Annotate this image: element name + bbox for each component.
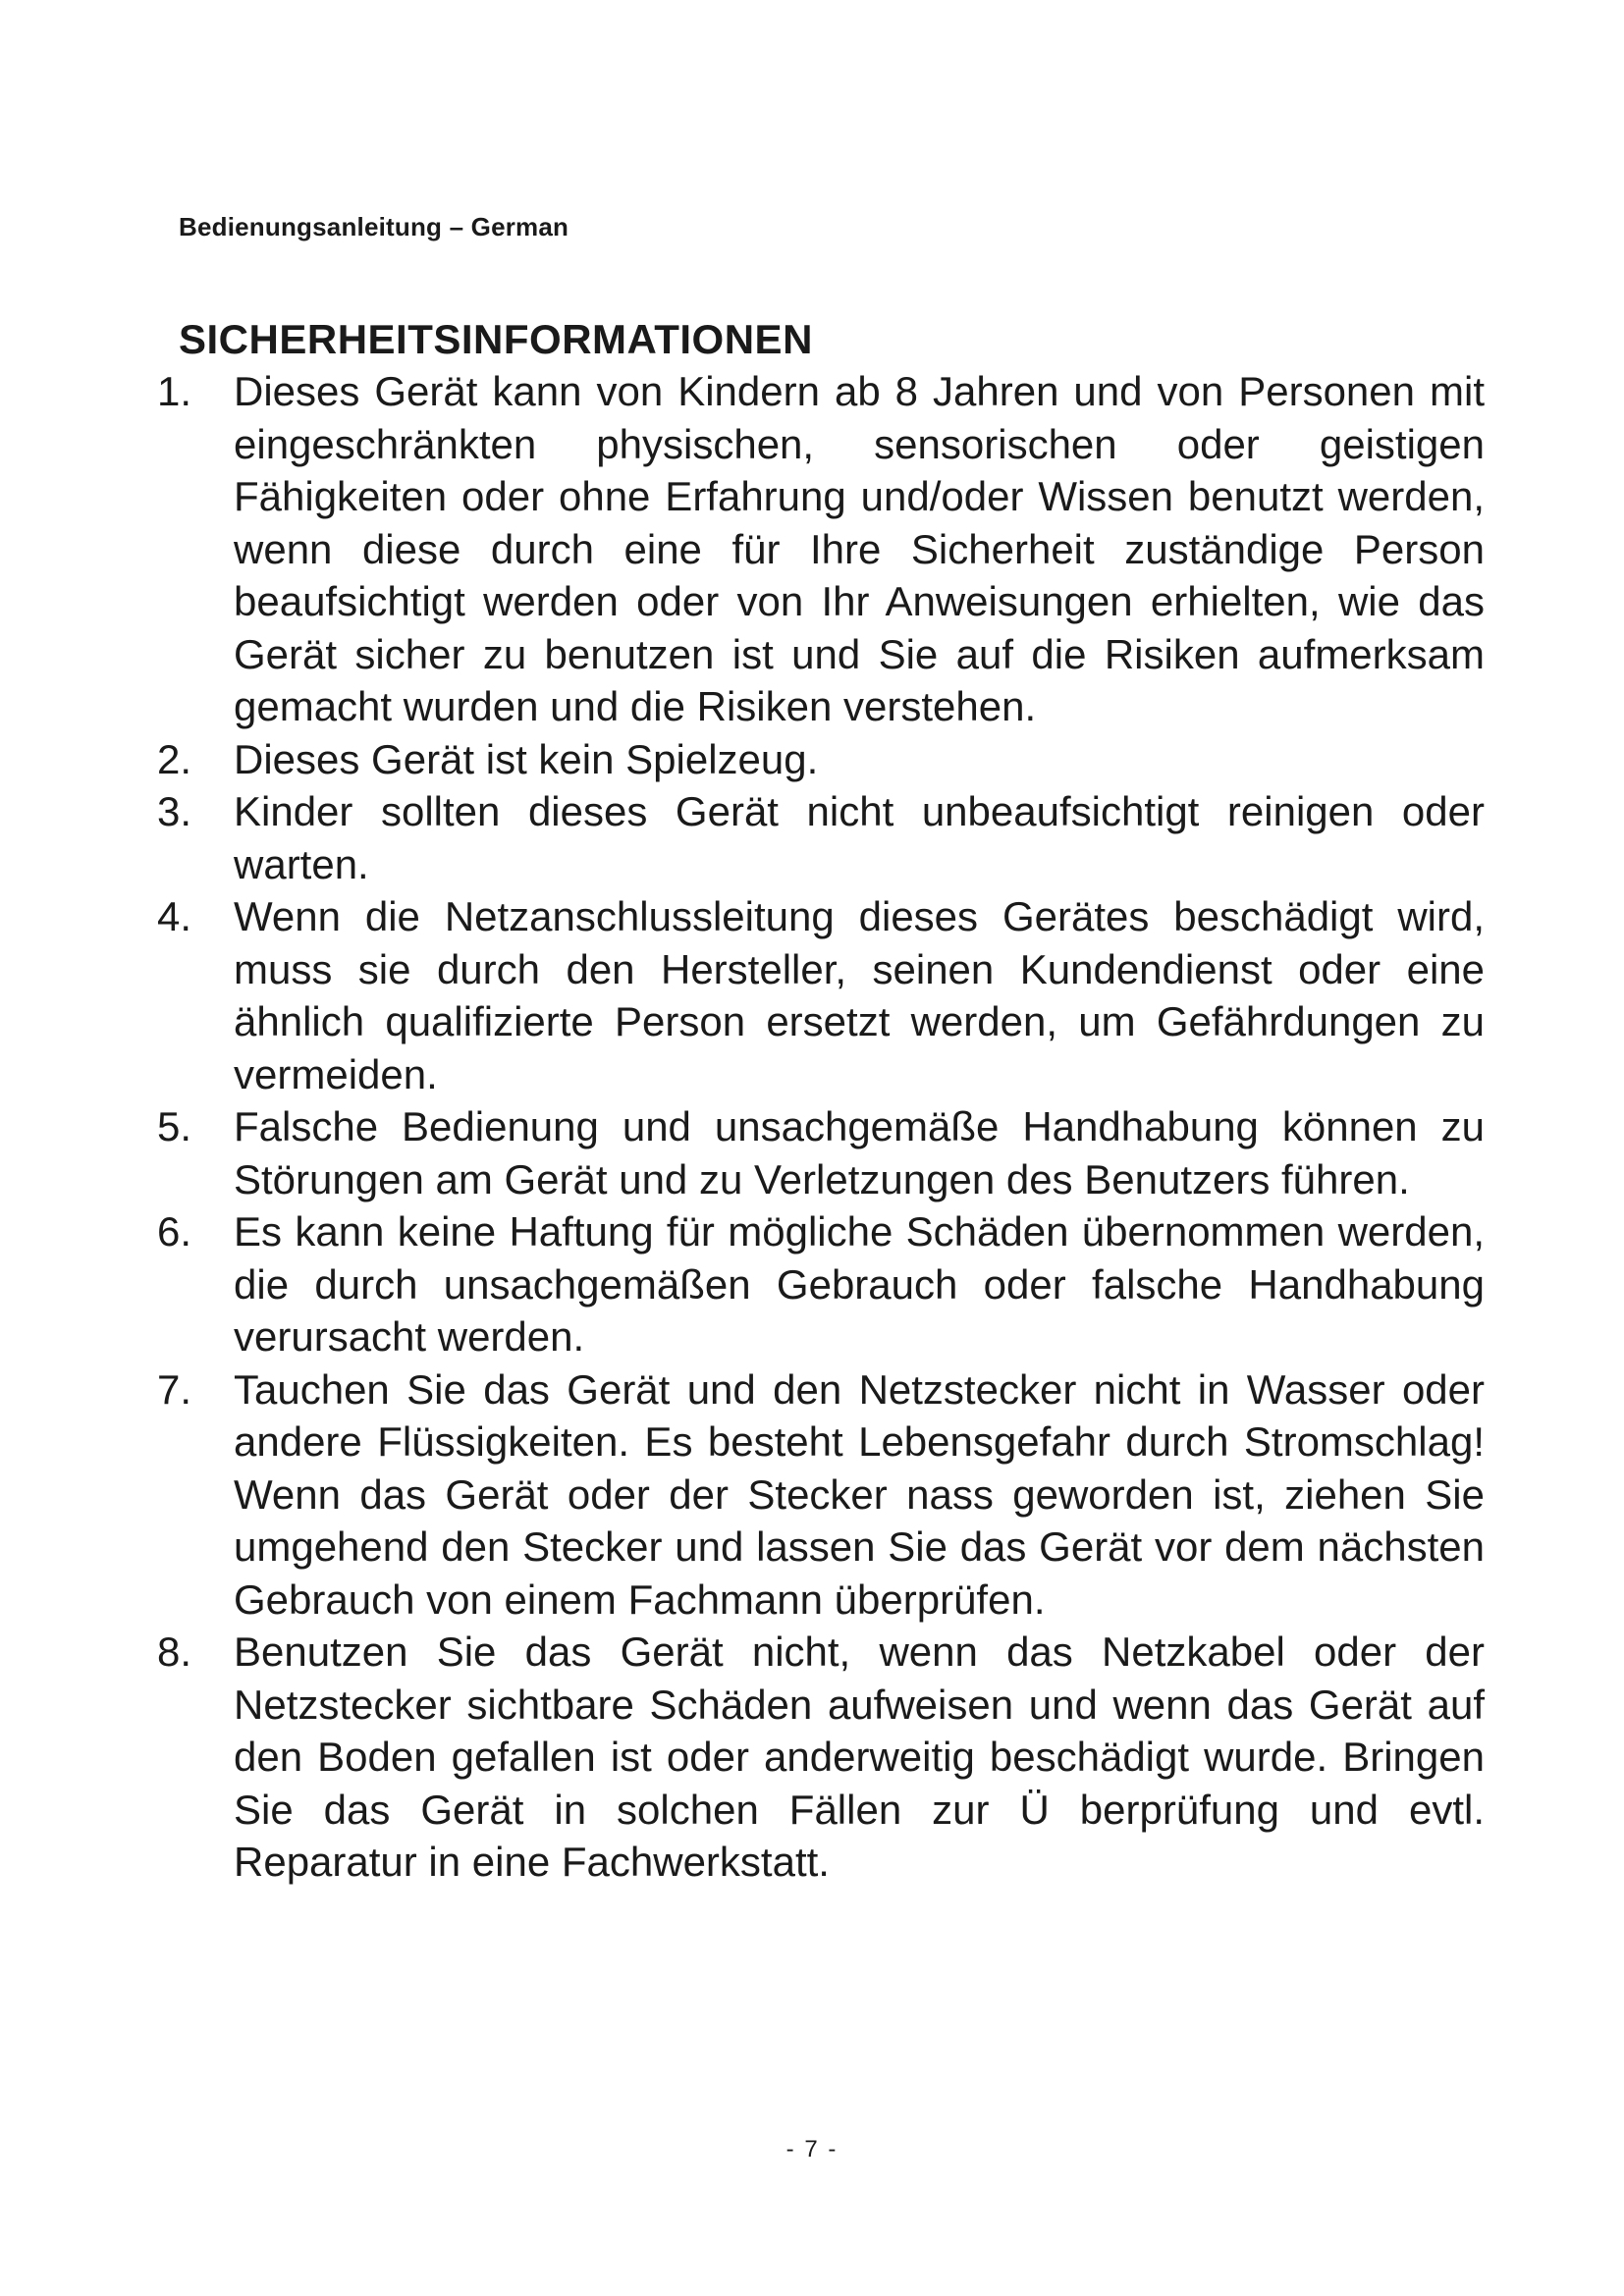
safety-list — [157, 365, 1485, 1889]
item-text: Wenn die Netzanschlussleitung dieses Gerätes beschädigt wird, muss sie durch den Hersteller, seinen Kundendienst oder eine ähnlich qualifizierte Person ersetzt werden, um Gefährdungen zu vermeiden. — [234, 893, 1485, 1097]
safety-item-8 — [157, 1626, 1485, 1889]
item-number: 1. — [157, 368, 192, 414]
item-number: 3. — [157, 788, 192, 834]
item-text: Dieses Gerät ist kein Spielzeug. — [234, 735, 819, 782]
safety-item-3 — [157, 785, 1485, 890]
item-text: Kinder sollten dieses Gerät nicht unbeaufsichtigt reinigen oder warten. — [234, 788, 1485, 887]
item-number: 5. — [157, 1103, 192, 1149]
item-number: 7. — [157, 1365, 192, 1413]
item-number: 2. — [157, 735, 192, 782]
running-header: Bedienungsanleitung – German — [179, 212, 569, 241]
item-number: 4. — [157, 893, 192, 939]
section-title: SICHERHEITSINFORMATIONEN — [179, 316, 813, 362]
safety-item-2 — [157, 733, 1485, 786]
item-text: Falsche Bedienung und unsachgemäße Handhabung können zu Störungen am Gerät und zu Verletzungen des Benutzers führen. — [234, 1103, 1485, 1202]
page-number: - 7 - — [785, 2136, 839, 2163]
item-number: 6. — [157, 1208, 192, 1255]
safety-item-6 — [157, 1205, 1485, 1363]
item-text: Dieses Gerät kann von Kindern ab 8 Jahren und von Personen mit eingeschränkten physischen, sensorischen oder geistigen Fähigkeiten oder ohne Erfahrung und/oder Wissen benutzt werden, wenn diese durch eine für Ihre Sicherheit zuständige Person beaufsichtigt werden oder von Ihr Anweisungen erhielten, wie das Gerät sicher zu benutzen ist und Sie auf die Risiken aufmerksam gemacht wurden und die Risiken verstehen. — [234, 368, 1485, 729]
item-text: Es kann keine Haftung für mögliche Schäden übernommen werden, die durch unsachgemäßen Gebrauch oder falsche Handhabung verursacht werden. — [234, 1208, 1485, 1360]
safety-item-5 — [157, 1100, 1485, 1205]
safety-item-4 — [157, 890, 1485, 1100]
safety-item-7 — [157, 1363, 1485, 1627]
safety-item-1 — [157, 365, 1485, 733]
item-text: Benutzen Sie das Gerät nicht, wenn das Netzkabel oder der Netzstecker sichtbare Schäden aufweisen und wenn das Gerät auf den Boden gefallen ist oder anderweitig beschädigt wurde. Bringen Sie das Gerät in solchen Fällen zur Ü berprüfung und evtl. Reparatur in eine Fachwerkstatt. — [234, 1629, 1485, 1885]
item-number: 8. — [157, 1629, 192, 1675]
item-text: Tauchen Sie das Gerät und den Netzstecker nicht in Wasser oder andere Flüssigkeiten. Es besteht Lebensgefahr durch Stromschlag! Wenn das Gerät oder der Stecker nass geworden ist, ziehen Sie umgehend den Stecker und lassen Sie das Gerät vor dem nächsten Gebrauch von einem Fachmann überprüfen. — [234, 1365, 1485, 1623]
